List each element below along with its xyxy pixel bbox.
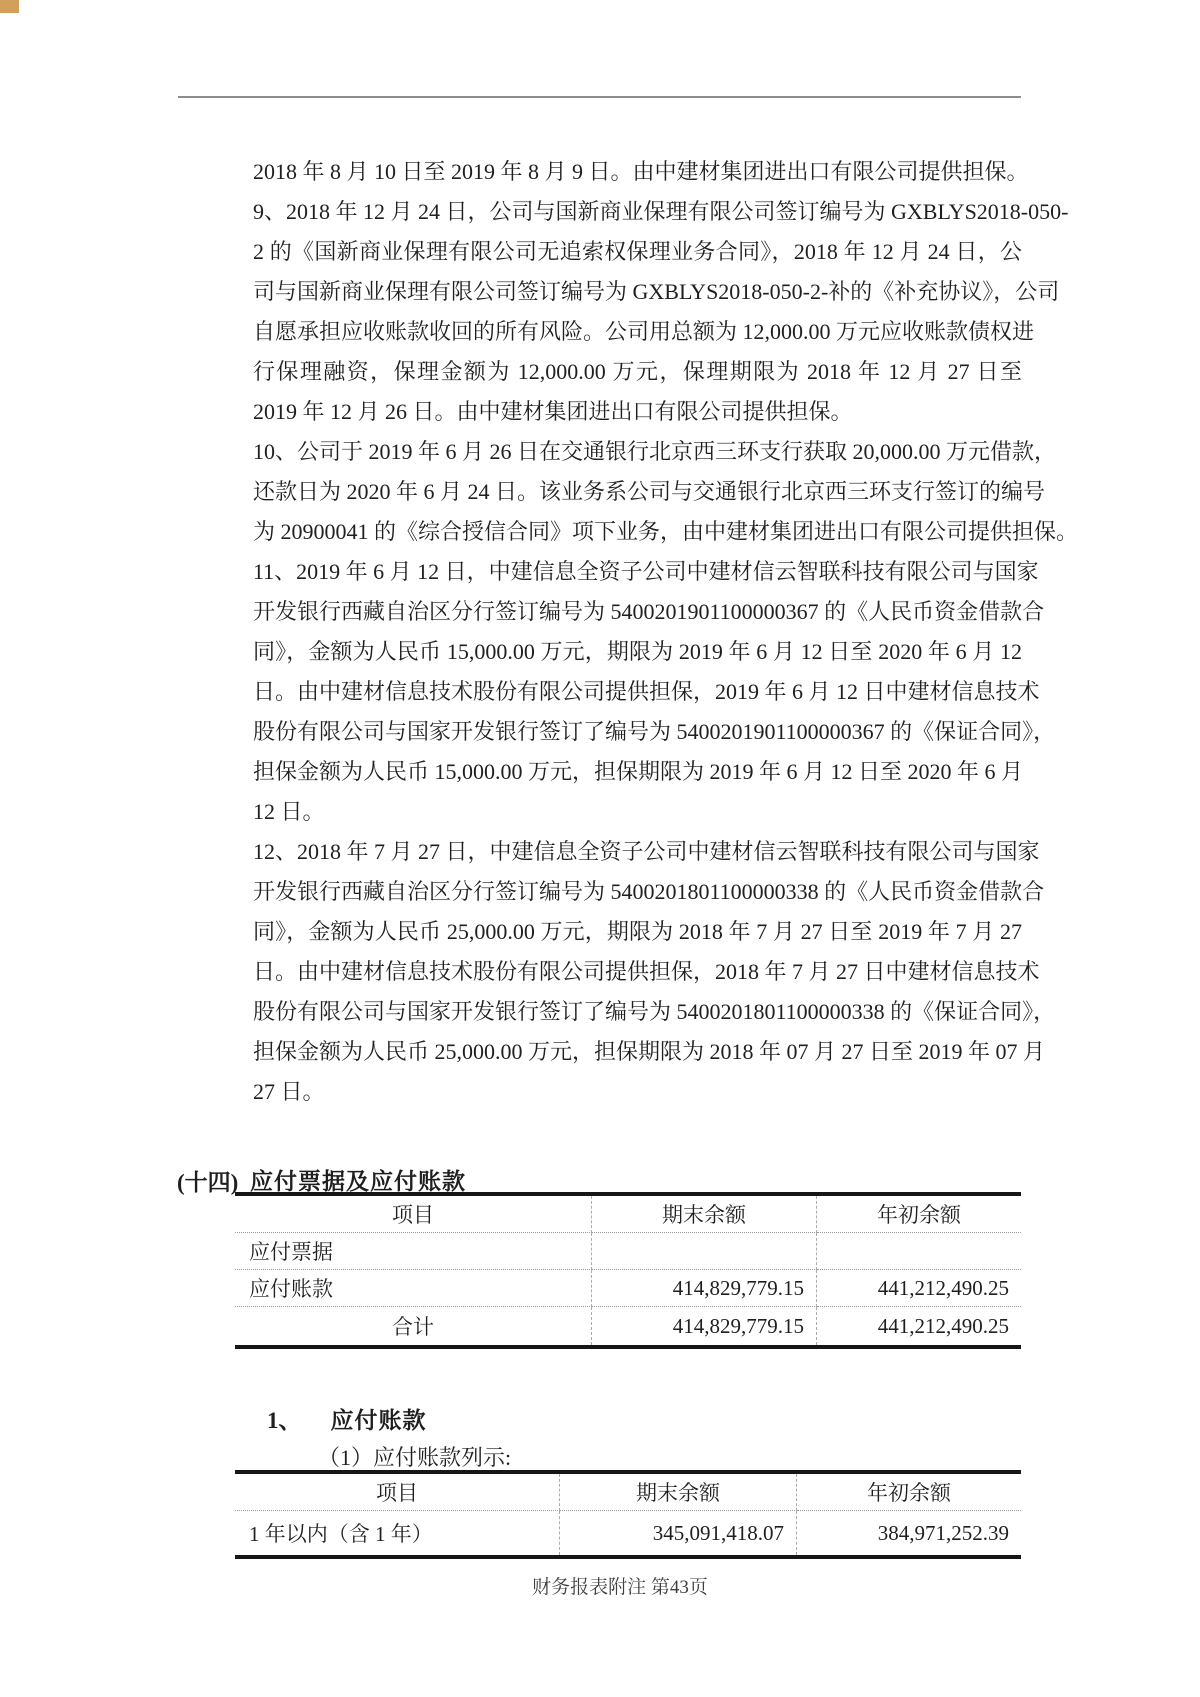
paragraph-line: 股份有限公司与国家开发银行签订了编号为 5400201901100000367 的《保证合同》， <box>253 719 1056 744</box>
paragraph-line: 10、公司于 2019 年 6 月 26 日在交通银行北京西三环支行获取 20,000.00 万元借款， <box>253 439 1057 464</box>
header-rule <box>178 96 1021 98</box>
column-header-item: 项目 <box>235 1474 560 1511</box>
table-row-value <box>592 1233 817 1270</box>
table-row-value: 441,212,490.25 <box>817 1270 1021 1307</box>
column-header-ending: 期末余额 <box>560 1474 797 1511</box>
paragraph-line: 同》，金额为人民币 15,000.00 万元，期限为 2019 年 6 月 12 日至 2020 年 6 月 12 <box>253 639 1022 664</box>
paragraph-line: 股份有限公司与国家开发银行签订了编号为 5400201801100000338 的《保证合同》， <box>253 999 1056 1024</box>
subsection-1-title: 应付账款 <box>330 1408 427 1433</box>
table-total-label: 合计 <box>235 1307 592 1345</box>
paragraph-line: 开发银行西藏自治区分行签订编号为 5400201901100000367 的《人民币资金借款合 <box>253 599 1045 624</box>
paragraph-line: 日。由中建材信息技术股份有限公司提供担保，2018 年 7 月 27 日中建材信息技术 <box>253 959 1040 984</box>
paragraph-line: 12、2018 年 7 月 27 日，中建信息全资子公司中建材信云智联科技有限公司与国家 <box>253 839 1040 864</box>
paragraph-line: 9、2018 年 12 月 24 日，公司与国新商业保理有限公司签订编号为 GXBLYS2018-050- <box>253 199 1069 224</box>
scan-corner-artifact <box>0 0 19 13</box>
subsection-1-number: 1、 <box>267 1408 302 1433</box>
paragraph-line: 日。由中建材信息技术股份有限公司提供担保，2019 年 6 月 12 日中建材信息技术 <box>253 679 1040 704</box>
payables-summary-table <box>235 1192 1021 1349</box>
page-footer: 财务报表附注 第43页 <box>532 1577 708 1598</box>
accounts-payable-aging-table <box>235 1470 1021 1559</box>
paragraph-line: 担保金额为人民币 15,000.00 万元，担保期限为 2019 年 6 月 12 日至 2020 年 6 月 <box>253 759 1024 784</box>
paragraph-line: 司与国新商业保理有限公司签订编号为 GXBLYS2018-050-2-补的《补充协议》，公司 <box>253 279 1060 304</box>
column-header-item: 项目 <box>235 1196 592 1233</box>
column-header-ending: 期末余额 <box>592 1196 817 1233</box>
paragraph-line: 行保理融资，保理金额为 12,000.00 万元，保理期限为 2018 年 12 月 27 日至 <box>253 359 1022 384</box>
table-total-value: 441,212,490.25 <box>877 1313 1009 1338</box>
paragraph-line: 2018 年 8 月 10 日至 2019 年 8 月 9 日。由中建材集团进出口有限公司提供担保。 <box>253 159 1029 184</box>
subsection-1-heading <box>267 1402 427 1435</box>
subsection-1-list-label: （1）应付账款列示: <box>318 1445 512 1470</box>
section-14-title: 应付票据及应付账款 <box>250 1169 466 1194</box>
table-row-value <box>817 1233 1021 1270</box>
paragraph-line: 同》，金额为人民币 25,000.00 万元，期限为 2018 年 7 月 27 日至 2019 年 7 月 27 <box>253 919 1022 944</box>
paragraph-line: 自愿承担应收账款收回的所有风险。公司用总额为 12,000.00 万元应收账款债权进 <box>253 319 1035 344</box>
paragraph-line: 12 日。 <box>253 799 325 824</box>
paragraph-line: 担保金额为人民币 25,000.00 万元，担保期限为 2018 年 07 月 27 日至 2019 年 07 月 <box>253 1039 1046 1064</box>
table-row-value: 345,091,418.07 <box>560 1511 797 1555</box>
paragraph-line: 为 20900041 的《综合授信合同》项下业务，由中建材集团进出口有限公司提供担保。 <box>253 519 1079 544</box>
table-row-value: 414,829,779.15 <box>592 1270 817 1307</box>
table-row-item: 应付票据 <box>235 1233 592 1270</box>
section-14-number: (十四) <box>177 1170 239 1195</box>
paragraph-line: 27 日。 <box>253 1079 325 1104</box>
table-total-value: 414,829,779.15 <box>592 1307 817 1345</box>
table-row-item: 1 年以内（含 1 年） <box>235 1511 560 1555</box>
paragraph-line: 2019 年 12 月 26 日。由中建材集团进出口有限公司提供担保。 <box>253 399 853 424</box>
paragraph-line: 11、2019 年 6 月 12 日，中建信息全资子公司中建材信云智联科技有限公司与国家 <box>253 559 1039 584</box>
column-header-beginning: 年初余额 <box>817 1196 1021 1233</box>
table-row-value: 384,971,252.39 <box>877 1520 1009 1545</box>
paragraph-line: 2 的《国新商业保理有限公司无追索权保理业务合同》，2018 年 12 月 24 日，公 <box>253 239 1022 264</box>
paragraph-line: 还款日为 2020 年 6 月 24 日。该业务系公司与交通银行北京西三环支行签订的编号 <box>253 479 1046 504</box>
column-header-beginning: 年初余额 <box>797 1474 1021 1511</box>
notes-paragraphs <box>253 152 1079 1112</box>
paragraph-line: 开发银行西藏自治区分行签订编号为 5400201801100000338 的《人民币资金借款合 <box>253 879 1045 904</box>
table-row-item: 应付账款 <box>235 1270 592 1307</box>
